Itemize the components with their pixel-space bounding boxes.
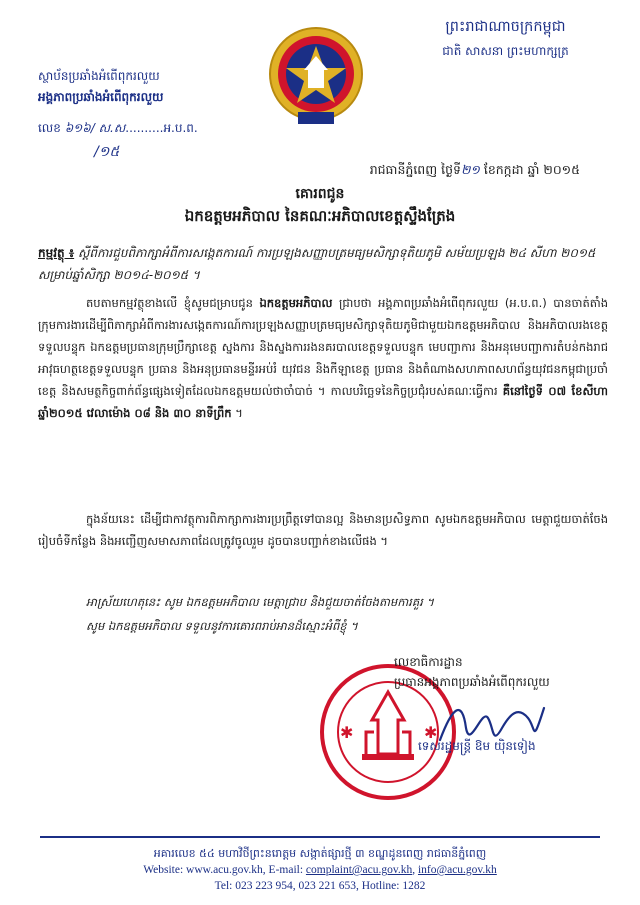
ref-suffix: ..........អ.ប.ព. <box>125 121 198 135</box>
closing-line-1: អាស្រ័យហេតុនេះ សូម ឯកឧត្តមអភិបាល មេត្តាជ្រាប និងជួយចាត់ចែងតាមការគួរ ។ <box>86 595 435 609</box>
subject-label: កម្មវត្ថុ ៖ <box>38 246 75 260</box>
footer-address: អគារលេខ ៥៤ មហាវិថីព្រះនរោត្តម សង្កាត់ផ្សារថ្មី ៣ ខណ្ឌដូនពេញ រាជធានីភ្នំពេញ <box>153 847 487 860</box>
tel-numbers: 023 223 954, 023 221 653, <box>235 880 359 892</box>
p1-meeting-datetime: គឺនៅថ្ងៃទី ០៧ ខែសីហា ឆ្នាំ២០១៥ វេលាម៉ោង ០៨ និង ៣០ នាទីព្រឹក <box>38 384 608 420</box>
website-label: Website: <box>143 864 187 876</box>
footer-contacts <box>40 862 600 878</box>
kingdom-motto <box>423 18 588 61</box>
body-paragraph-1 <box>38 292 608 424</box>
date-day: ២១ <box>460 162 480 177</box>
subject <box>38 242 608 286</box>
tel-label: Tel: <box>214 880 236 892</box>
footer <box>40 846 600 894</box>
kingdom-name: ព្រះរាជាណាចក្រកម្ពុជា <box>445 19 566 35</box>
subject-text: ស្តីពីការជួបពិភាក្សាអំពីការសង្កេតការណ៍ ការប្រឡងសញ្ញាបត្រមធ្យមសិក្សាទុតិយភូមិ សម័យប្រឡង ២៤ សីហា ២០១៥ សម្រាប់ឆ្នាំសិក្សា ២០១៤-២០១៥ ។ <box>38 246 596 282</box>
signoff-title-2: ប្រធានអង្គភាពប្រឆាំងអំពើពុករលួយ <box>394 675 550 689</box>
website-link[interactable]: www.acu.gov.kh <box>186 864 263 876</box>
svg-text:✱: ✱ <box>424 723 438 742</box>
ref-prefix: លេខ <box>38 121 61 135</box>
email-label: , E-mail: <box>262 864 306 876</box>
nation-religion-king: ជាតិ សាសនា ព្រះមហាក្សត្រ <box>442 44 569 58</box>
reference-number <box>38 120 198 138</box>
closing-line-2: សូម ឯកឧត្តមអភិបាល ទទួលនូវការគោរពរាប់អានដ៏ស្មោះអំពីខ្ញុំ ។ <box>86 619 358 633</box>
footer-divider <box>40 836 600 838</box>
email-complaint-link[interactable]: complaint@acu.gov.kh <box>305 864 413 876</box>
signoff-title-1: លេខាធិការដ្ឋាន <box>394 655 463 669</box>
recipient: ឯកឧត្តមអភិបាល នៃគណៈអភិបាលខេត្តស្ទឹងត្រែង <box>184 207 456 225</box>
p1-text-a: តបតាមកម្មវត្ថុខាងលើ ខ្ញុំសូមជម្រាបជូន <box>86 296 260 310</box>
signoff-block <box>394 652 550 692</box>
institution-name: ស្ថាប័នប្រឆាំងអំពើពុករលួយ <box>38 69 160 83</box>
p1-recipient: ឯកឧត្តមអភិបាល <box>259 296 333 310</box>
salutation: គោរពជូន <box>295 186 345 202</box>
ref-year: /១៥ <box>94 144 120 160</box>
signer-name: ទេសរដ្ឋមន្ត្រី ឱម យ៉ិនទៀង <box>418 739 536 753</box>
hotline-label: Hotline: <box>358 880 403 892</box>
date-prefix: រាជធានីភ្នំពេញ ថ្ងៃទី <box>369 162 461 177</box>
email-separator: , <box>412 864 418 876</box>
agency-block <box>38 66 258 108</box>
email-info-link[interactable]: info@acu.gov.kh <box>417 864 497 876</box>
footer-phones <box>40 878 600 894</box>
ref-handwritten: ៦១៦/ ស.ស <box>64 121 126 135</box>
p1-end: ។ <box>231 406 243 420</box>
body-paragraph-3 <box>86 590 606 638</box>
svg-text:✱: ✱ <box>340 723 354 742</box>
letter-date <box>370 162 580 181</box>
date-suffix: ខែកក្កដា ឆ្នាំ ២០១៥ <box>479 162 580 177</box>
acu-logo <box>268 24 364 128</box>
body-paragraph-2: ក្នុងន័យនេះ ដើម្បីជាកាវត្ថុការពិភាក្សាការងារប្រព្រឹត្តទៅបានល្អ និងមានប្រសិទ្ធភាព សូមឯកឧត្តមអភិបាល មេត្តាជួយចាត់ចែងរៀបចំទីកន្លែង និងអញ្ជើញសមាសភាពដែលត្រូវចូលរួម ដូចបានបញ្ជាក់ខាងលើផង ។ <box>38 512 608 548</box>
hotline-number: 1282 <box>402 880 426 892</box>
p1-text-c: ជ្រាបថា អង្គភាពប្រឆាំងអំពើពុករលួយ (អ.ប.ព.) បានចាត់តាំងក្រុមការងារដើម្បីពិភាក្សាអំពីការងារសង្កេតការណ៍ការប្រឡងសញ្ញាបត្រមធ្យមសិក្សាទុតិយភូមិជាមួយឯកឧត្តមអភិបាល និងអភិបាលរងខេត្តទទួលបន្ទុក ឯកឧត្តមប្រធានក្រុមប្រឹក្សាខេត្ត ស្នងការ និងស្នងការរងនគរបាលខេត្តទទួលបន្ទុក មេបញ្ជាការ និងអនុមេបញ្ជាការតំបន់កងរាជអាវុធហត្ថខេត្តទទួលបន្ទុក ប្រធាន និងអនុប្រធានមន្ទីរអប់រំ យុវជន និងកីឡាខេត្ត ប្រធាន និងតំណាងសហភាពសហព័ន្ធយុវជនកម្ពុជាប្រចាំខេត្ត និងសមត្ថកិច្ចពាក់ព័ន្ធផ្សេងទៀតដែលឯកឧត្តមយល់ថាចាំបាច់ ។ កាលបរិច្ឆេទនៃកិច្ចប្រជុំរបស់គណៈធ្វើការ <box>38 296 608 398</box>
unit-name: អង្គភាពប្រឆាំងអំពើពុករលួយ <box>38 90 164 104</box>
